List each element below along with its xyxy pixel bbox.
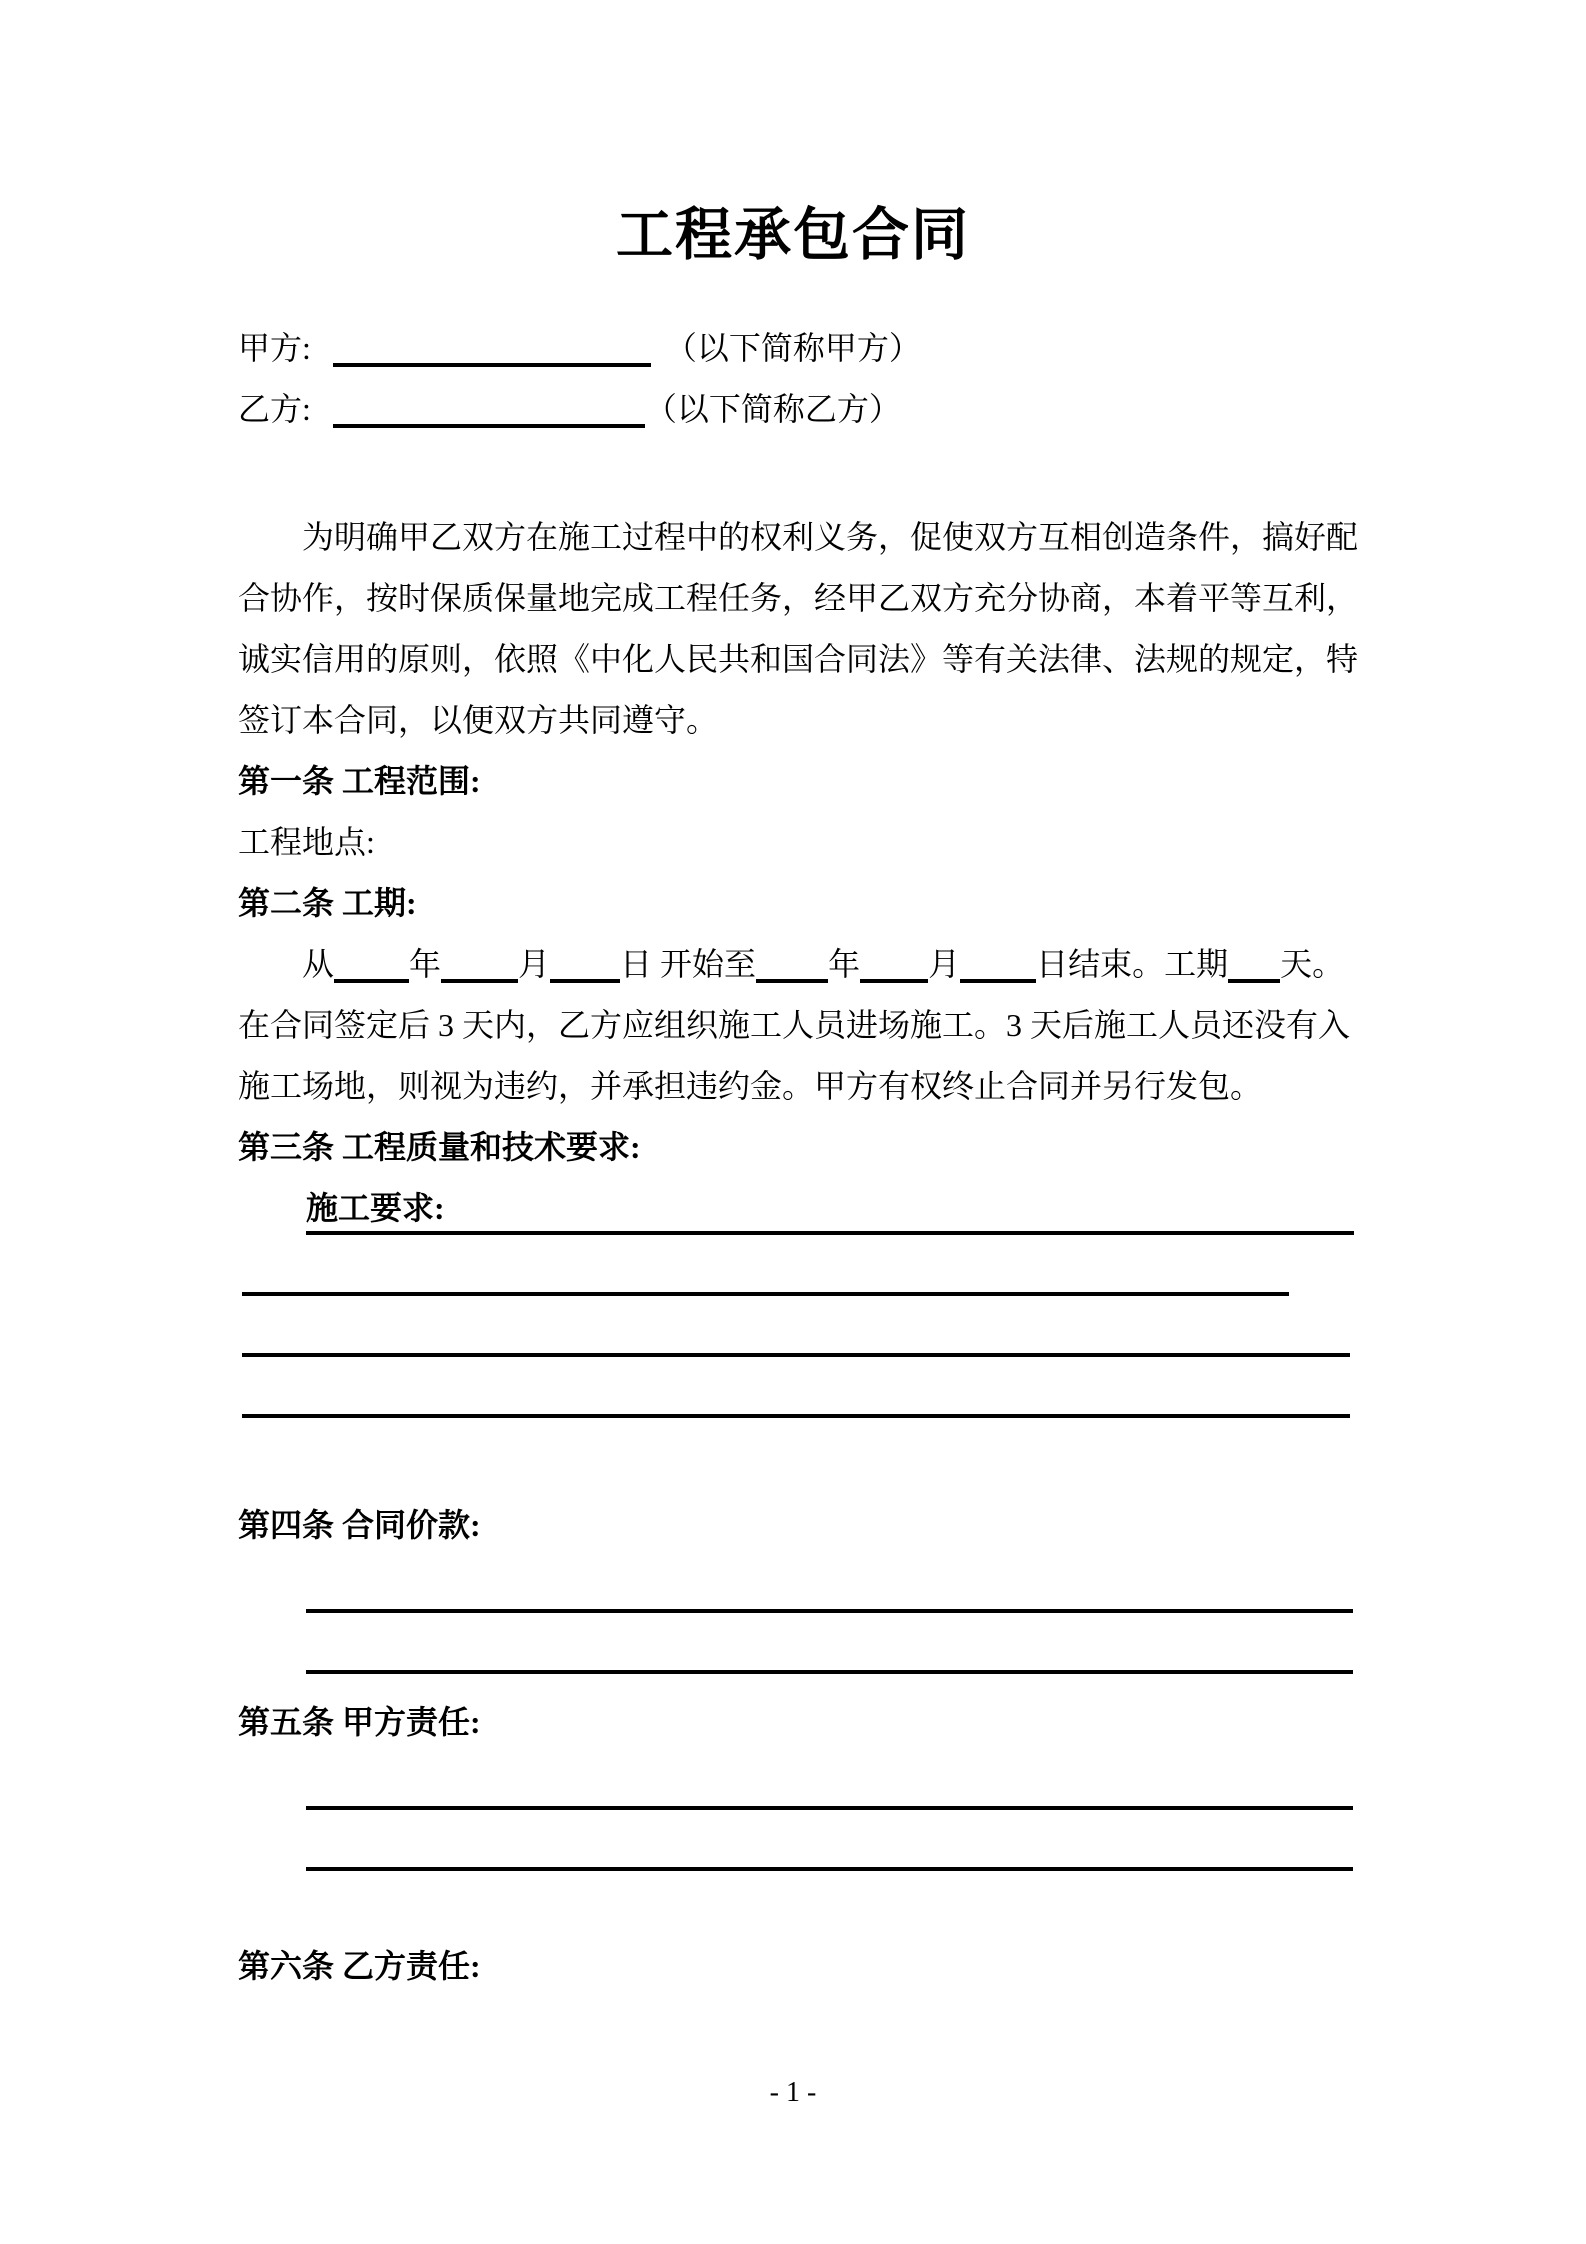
blank-line-row: [238, 1300, 1354, 1361]
fill-in-line[interactable]: [242, 1414, 1350, 1418]
fill-in-line[interactable]: [306, 1609, 1353, 1613]
party-b-note: （以下简称乙方）: [644, 391, 901, 427]
construction-requirement-row: [238, 1178, 1354, 1239]
spacer: [238, 278, 1354, 318]
duration-fill-in-row: [238, 934, 1354, 995]
duration-text: 年: [828, 946, 861, 982]
spacer: [238, 1422, 1354, 1495]
requirement-label: 施工要求:: [306, 1190, 445, 1226]
fill-in-blank[interactable]: [1228, 943, 1280, 983]
clause-3-heading: 第三条 工程质量和技术要求:: [238, 1129, 641, 1165]
clause-5-heading: 第五条 甲方责任:: [238, 1704, 481, 1740]
fill-in-line[interactable]: [306, 1806, 1353, 1810]
blank-line-row: [238, 1556, 1354, 1617]
fill-in-line[interactable]: [242, 1353, 1350, 1357]
duration-text: 日结束。工期: [1036, 946, 1229, 982]
page-number: - 1 -: [769, 2077, 817, 2108]
clause-1-heading: 第一条 工程范围:: [238, 763, 481, 799]
document-title: 工程承包合同: [616, 203, 970, 267]
duration-text: 天。: [1280, 946, 1345, 982]
duration-text: 从: [302, 946, 335, 982]
blank-line-row: [238, 1753, 1354, 1814]
spacer: [238, 1678, 1354, 1692]
blank-line-row: [238, 1814, 1354, 1875]
party-a-row: [238, 318, 1354, 379]
fill-in-blank[interactable]: [860, 943, 928, 983]
fill-in-blank[interactable]: [550, 943, 620, 983]
party-a-label: 甲方:: [238, 330, 311, 366]
fill-in-line[interactable]: [306, 1231, 1354, 1235]
fill-in-line[interactable]: [306, 1867, 1353, 1871]
project-location-label: 工程地点:: [238, 824, 375, 860]
fill-in-blank[interactable]: [960, 943, 1036, 983]
party-b-fill-in-blank[interactable]: [333, 388, 645, 428]
clause-2-body-line: 在合同签定后 3 天内，乙方应组织施工人员进场施工。3 天后施工人员还没有入: [238, 1007, 1351, 1043]
party-b-label: 乙方:: [238, 391, 311, 427]
preamble-line: 签订本合同，以便双方共同遵守。: [238, 702, 719, 738]
fill-in-blank[interactable]: [756, 943, 828, 983]
duration-text: 月: [518, 946, 551, 982]
duration-text: 月: [928, 946, 961, 982]
preamble-line: 合协作，按时保质保量地完成工程任务，经甲乙双方充分协商，本着平等互利，: [238, 580, 1359, 616]
blank-line-row: [238, 1239, 1354, 1300]
clause-4-heading: 第四条 合同价款:: [238, 1507, 481, 1543]
blank-line-row: [238, 1617, 1354, 1678]
fill-in-blank[interactable]: [441, 943, 518, 983]
fill-in-line[interactable]: [242, 1292, 1289, 1296]
preamble-line: 为明确甲乙双方在施工过程中的权利义务，促使双方互相创造条件，搞好配: [302, 519, 1359, 555]
fill-in-blank[interactable]: [334, 943, 409, 983]
document-body: [238, 278, 1359, 1997]
party-a-note: （以下简称甲方）: [664, 330, 921, 366]
duration-text: 日 开始至: [620, 946, 757, 982]
blank-line-row: [238, 1361, 1354, 1422]
fill-in-line[interactable]: [306, 1670, 1353, 1674]
party-b-row: [238, 379, 1354, 440]
preamble-line: 诚实信用的原则，依照《中化人民共和国合同法》等有关法律、法规的规定，特: [238, 641, 1359, 677]
clause-2-heading: 第二条 工期:: [238, 885, 417, 921]
party-a-fill-in-blank[interactable]: [333, 327, 651, 367]
duration-text: 年: [409, 946, 442, 982]
clause-2-body-line: 施工场地，则视为违约，并承担违约金。甲方有权终止合同并另行发包。: [238, 1068, 1263, 1104]
spacer: [238, 440, 1354, 507]
spacer: [238, 1875, 1354, 1936]
clause-6-heading: 第六条 乙方责任:: [238, 1948, 481, 1984]
